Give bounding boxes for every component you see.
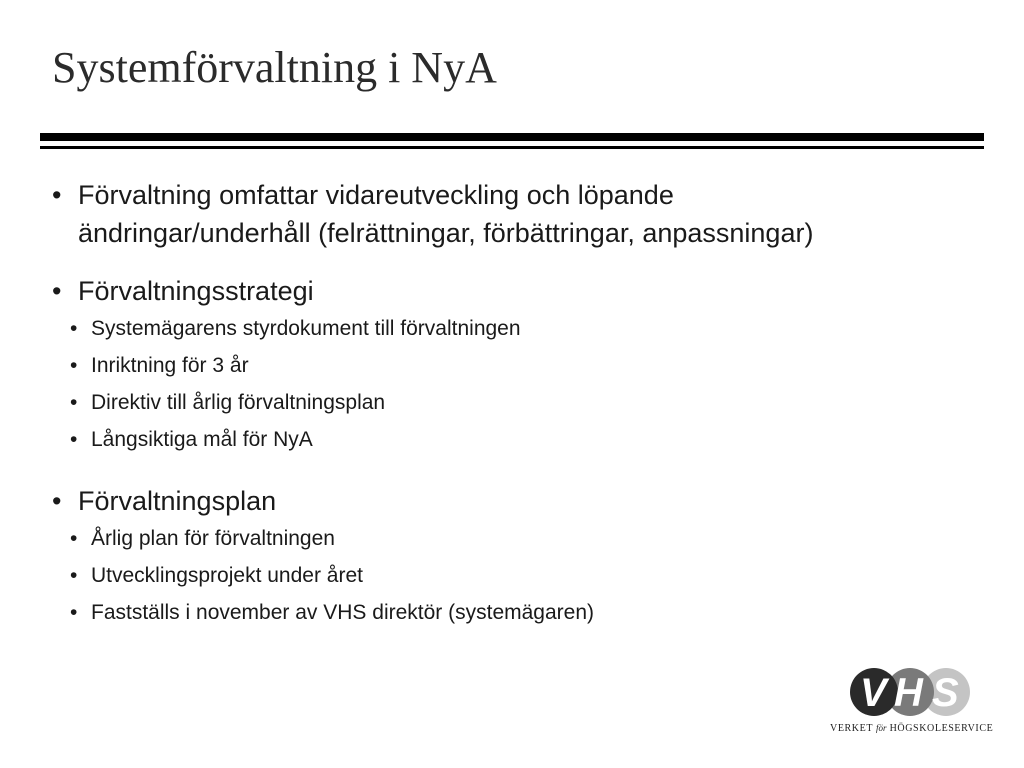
sub-bullet-item <box>70 310 992 347</box>
sub-bullet-text: Utvecklingsprojekt under året <box>91 564 363 587</box>
title-divider-thin <box>40 146 984 149</box>
sub-bullet-icon: • <box>70 317 78 340</box>
bullet-group-plan <box>52 482 992 631</box>
slide-body <box>52 176 992 641</box>
sub-bullet-icon: • <box>70 428 78 451</box>
slide-title: Systemförvaltning i NyA <box>52 43 497 92</box>
logo-caption-pre: VERKET <box>830 723 876 734</box>
logo-caption <box>830 723 993 734</box>
sub-bullet-text: Systemägarens styrdokument till förvaltningen <box>91 317 521 340</box>
sub-bullet-icon: • <box>70 354 78 377</box>
sub-bullet-item <box>70 557 992 594</box>
bullet-icon: • <box>52 276 62 306</box>
sub-bullet-text: Långsiktiga mål för NyA <box>91 428 313 451</box>
logo-letter-v: V <box>860 671 887 715</box>
bullet-item <box>52 272 992 310</box>
bullet-item <box>52 482 992 520</box>
logo-letter-h: H <box>894 671 923 715</box>
logo-caption-for: för <box>875 723 887 733</box>
logo-letter-s: S <box>932 671 959 715</box>
bullet-text: Förvaltningsstrategi <box>78 276 314 306</box>
sub-bullet-item <box>70 520 992 557</box>
sub-bullet-text: Fastställs i november av VHS direktör (systemägaren) <box>91 601 595 624</box>
sub-bullet-item <box>70 594 992 631</box>
sub-bullet-item <box>70 347 992 384</box>
bullet-text: Förvaltning omfattar vidareutveckling och löpande <box>78 180 674 210</box>
sub-bullet-text: Direktiv till årlig förvaltningsplan <box>91 391 386 414</box>
bullet-text-continued: ändringar/underhåll (felrättningar, förbättringar, anpassningar) <box>78 218 814 248</box>
sub-bullet-icon: • <box>70 564 78 587</box>
bullet-text: Förvaltningsplan <box>78 486 277 516</box>
bullet-icon: • <box>52 180 62 210</box>
bullet-group-forvaltning <box>52 176 992 252</box>
logo-caption-post: HÖGSKOLESERVICE <box>886 723 994 734</box>
sub-bullet-icon: • <box>70 601 78 624</box>
bullet-icon: • <box>52 486 62 516</box>
sub-bullet-text: Årlig plan för förvaltningen <box>91 527 335 550</box>
bullet-item <box>52 176 992 252</box>
bullet-group-strategi <box>52 272 992 458</box>
title-divider-thick <box>40 133 984 141</box>
sub-bullet-icon: • <box>70 391 78 414</box>
sub-bullet-item <box>70 384 992 421</box>
sub-bullet-item <box>70 421 992 458</box>
sub-bullet-text: Inriktning för 3 år <box>91 354 249 377</box>
sub-bullet-icon: • <box>70 527 78 550</box>
